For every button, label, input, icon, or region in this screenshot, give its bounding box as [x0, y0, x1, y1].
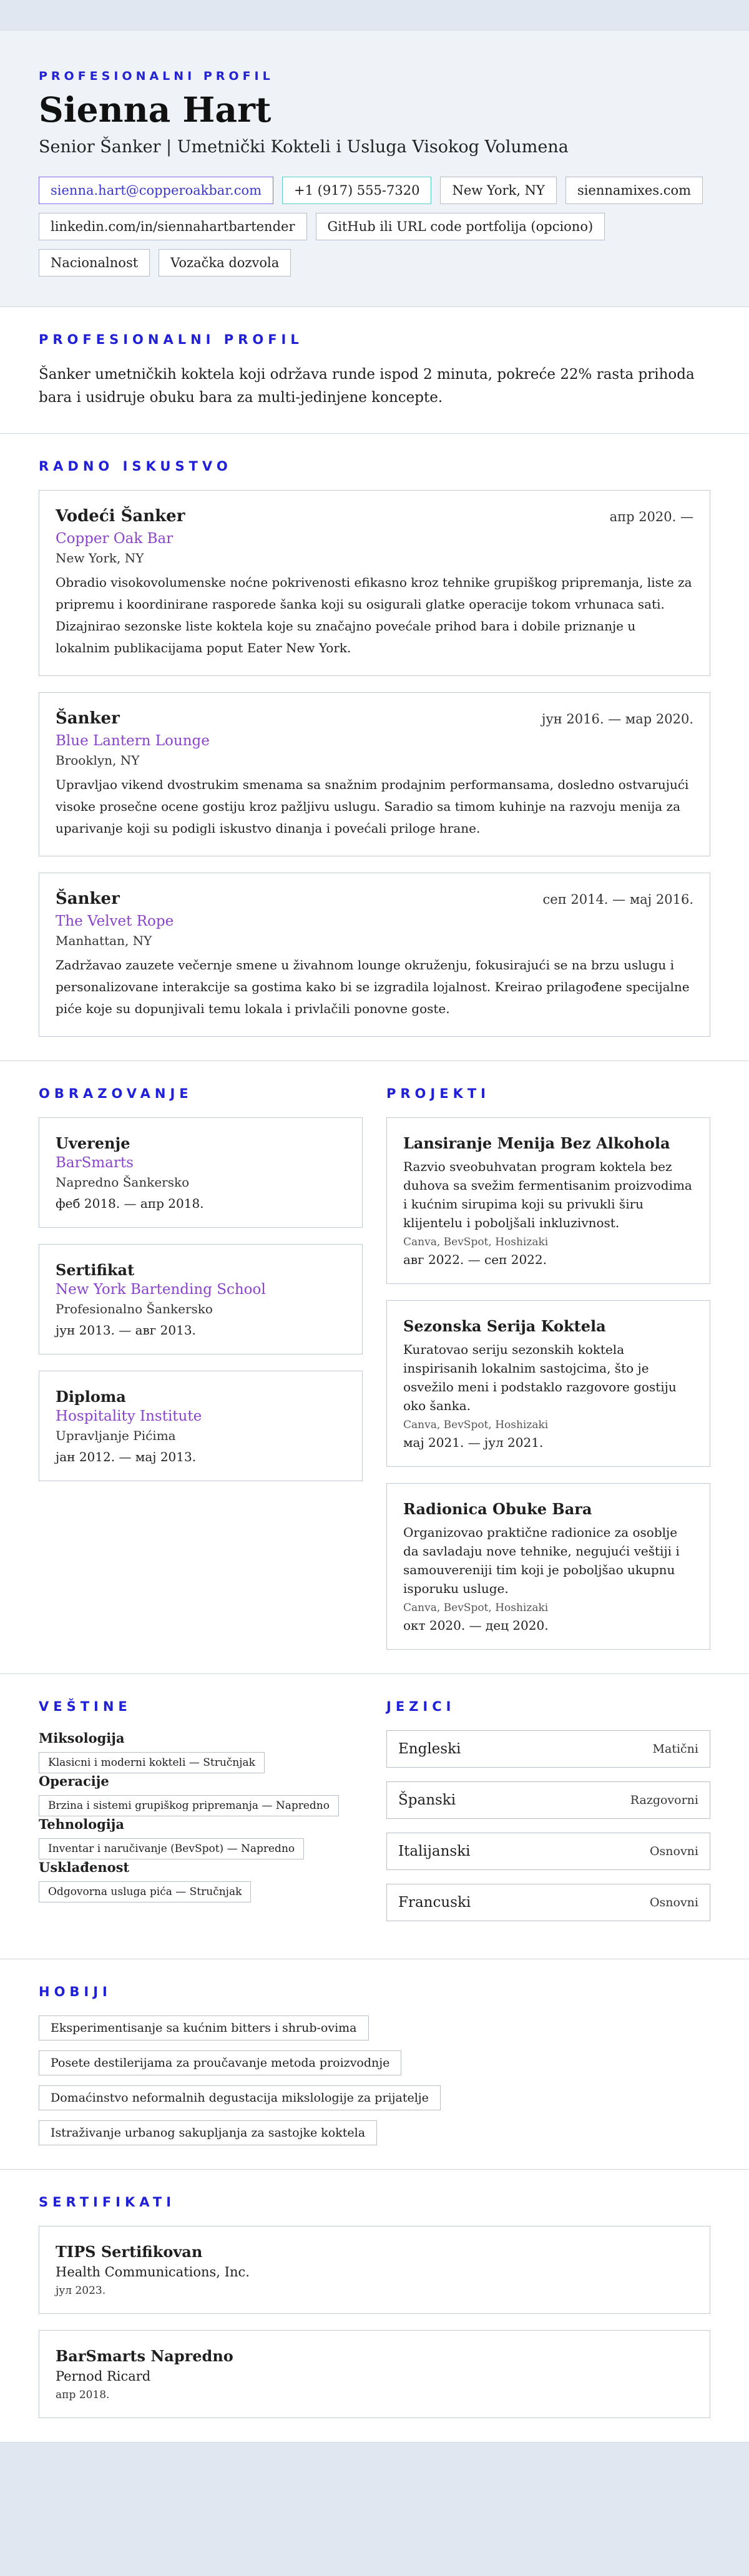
education-degree: Diploma: [56, 1388, 126, 1406]
education-dates: феб 2018. — апр 2018.: [56, 1196, 204, 1211]
certificate-name: TIPS Sertifikovan: [56, 2243, 203, 2261]
certificate-date: апр 2018.: [56, 2389, 110, 2401]
job-dates: јун 2016. — мар 2020.: [541, 712, 693, 727]
skill-group: [39, 1859, 363, 1903]
certificate-issuer: Health Communications, Inc.: [56, 2265, 250, 2280]
candidate-name: Sienna Hart: [39, 89, 272, 130]
job-dates: сеп 2014. — мај 2016.: [542, 892, 693, 907]
project-tools: Canva, BevSpot, Hoshizaki: [403, 1419, 549, 1431]
education-title: OBRAZOVANJE: [39, 1086, 193, 1101]
job-title: Vodeći Šanker: [56, 507, 185, 526]
profile-title: PROFESIONALNI PROFIL: [39, 332, 303, 347]
project-card: [386, 1117, 710, 1284]
skill-chip: Inventar i naručivanje (BevSpot) — Napredno: [39, 1838, 304, 1859]
project-title: Lansiranje Menija Bez Alkohola: [403, 1134, 670, 1152]
language-level: Osnovni: [649, 1844, 698, 1858]
language-level: Osnovni: [649, 1896, 698, 1909]
education-school: Hospitality Institute: [56, 1408, 202, 1424]
skill-category: Operacije: [39, 1773, 109, 1789]
skill-category: Miksologija: [39, 1730, 125, 1746]
project-dates: мај 2021. — јул 2021.: [403, 1435, 544, 1450]
certificate-issuer: Pernod Ricard: [56, 2369, 151, 2384]
hobby-chip: Istraživanje urbanog sakupljanja za sastojke koktela: [39, 2120, 377, 2145]
job-dates: апр 2020. —: [609, 509, 693, 524]
education-field: Napredno Šankersko: [56, 1175, 190, 1190]
skill-group: [39, 1816, 363, 1859]
project-description: Kuratovao seriju sezonskih koktela inspirisanih lokalnim sastojcima, što je osvežilo meni i podstaklo razgovore gostiju oko šanka.: [403, 1342, 677, 1413]
hobby-chip: Posete destilerijama za proučavanje metoda proizvodnje: [39, 2050, 401, 2075]
education-degree: Sertifikat: [56, 1261, 135, 1279]
education-school: BarSmarts: [56, 1155, 134, 1171]
skills-column: [39, 1699, 363, 1935]
education-card: [39, 1117, 363, 1228]
job-company: Copper Oak Bar: [56, 531, 174, 547]
language-row: [386, 1781, 710, 1819]
job-description: Obradio visokovolumenske noćne pokrivenosti efikasno kroz tehnike grupiškog pripremanja, liste za pripremu i koordinirane rasporede šanka koji su osigurali glatke operacije tokom vrhunaca sati. Dizajnirao sezonske liste koktela koje su značajno povećale prihod bara i dobile priznanje u lokalnim publikacijama poput Eater New York.: [56, 575, 692, 655]
language-name: Španski: [398, 1792, 456, 1808]
resume-page: [0, 30, 749, 2442]
email-link[interactable]: sienna.hart@copperoakbar.com: [39, 177, 273, 204]
education-column: [39, 1086, 363, 1650]
education-dates: јан 2012. — мај 2013.: [56, 1449, 197, 1464]
skills-title: VEŠTINE: [39, 1699, 132, 1714]
hobbies-section: [0, 1959, 749, 2170]
language-row: [386, 1833, 710, 1870]
phone-link[interactable]: +1 (917) 555-7320: [282, 177, 431, 204]
education-dates: јун 2013. — авг 2013.: [56, 1323, 196, 1338]
project-tools: Canva, BevSpot, Hoshizaki: [403, 1602, 549, 1614]
skill-chip: Brzina i sistemi grupiškog pripremanja — Napredno: [39, 1795, 339, 1816]
certificate-date: јул 2023.: [56, 2285, 106, 2297]
skill-category: Tehnologija: [39, 1816, 124, 1832]
project-title: Sezonska Serija Koktela: [403, 1317, 606, 1335]
job-card: [39, 692, 710, 856]
job-title: Šanker: [56, 889, 120, 908]
certificates-title: SERTIFIKATI: [39, 2195, 176, 2210]
skill-category: Usklađenost: [39, 1859, 130, 1875]
project-title: Radionica Obuke Bara: [403, 1500, 592, 1518]
experience-section: [0, 434, 749, 1061]
certificates-section: [0, 2170, 749, 2442]
skill-chip: Odgovorna usluga pića — Stručnjak: [39, 1881, 251, 1903]
experience-title: RADNO ISKUSTVO: [39, 459, 232, 474]
language-level: Razgovorni: [630, 1793, 698, 1807]
skill-group: [39, 1773, 363, 1816]
language-level: Matični: [652, 1742, 698, 1756]
languages-title: JEZICI: [386, 1699, 456, 1714]
job-company: The Velvet Rope: [56, 913, 174, 929]
education-projects-section: [0, 1061, 749, 1674]
skill-group: [39, 1730, 363, 1773]
certificate-card: [39, 2226, 710, 2314]
candidate-headline: Senior Šanker | Umetnički Kokteli i Usluga Visokog Volumena: [39, 137, 569, 157]
project-card: [386, 1300, 710, 1467]
projects-column: [386, 1086, 710, 1650]
language-name: Francuski: [398, 1894, 471, 1911]
job-card: [39, 873, 710, 1037]
hobbies-title: HOBIJI: [39, 1984, 112, 1999]
languages-column: [386, 1699, 710, 1935]
language-name: Engleski: [398, 1741, 461, 1757]
education-degree: Uverenje: [56, 1134, 130, 1152]
education-field: Profesionalno Šankersko: [56, 1301, 213, 1316]
hobby-chip: Domaćinstvo neformalnih degustacija mikslologije za prijatelje: [39, 2085, 441, 2110]
language-row: [386, 1730, 710, 1768]
location-chip: New York, NY: [440, 177, 557, 204]
linkedin-link[interactable]: linkedin.com/in/siennahartbartender: [39, 213, 307, 240]
language-row: [386, 1884, 710, 1921]
project-description: Razvio sveobuhvatan program koktela bez duhova sa svežim fermentisanim proizvodima i kućnim sirupima koji su privukli širu klijentelu i poboljšali inkluzivnost.: [403, 1159, 692, 1230]
language-name: Italijanski: [398, 1843, 471, 1859]
skill-chip: Klasicni i moderni kokteli — Stručnjak: [39, 1752, 265, 1773]
job-title: Šanker: [56, 709, 120, 728]
projects-title: PROJEKTI: [386, 1086, 490, 1101]
certificate-card: [39, 2330, 710, 2418]
project-dates: авг 2022. — сеп 2022.: [403, 1252, 547, 1267]
skills-languages-section: [0, 1674, 749, 1959]
profile-section: [0, 307, 749, 434]
project-dates: окт 2020. — дец 2020.: [403, 1618, 549, 1633]
job-card: [39, 490, 710, 676]
contact-chips: [39, 177, 713, 277]
project-description: Organizovao praktične radionice za osoblje da savladaju nove tehnike, negujući veštiji i samouvereniji tim koji je poboljšao ukupnu isporuku usluge.: [403, 1525, 680, 1596]
job-location: New York, NY: [56, 551, 144, 566]
education-card: [39, 1371, 363, 1481]
education-card: [39, 1244, 363, 1354]
certificate-name: BarSmarts Napredno: [56, 2347, 233, 2365]
education-field: Upravljanje Pićima: [56, 1428, 176, 1443]
license-chip: Vozačka dozvola: [159, 249, 291, 277]
job-description: Upravljao vikend dvostrukim smenama sa snažnim prodajnim performansama, dosledno ostvarujući visoke prosečne ocene gostiju kroz pažljivu uslugu. Saradio sa timom kuhinje na razvoju menija za uparivanje koji su podigli iskustvo dinanja i povećali priloge hrane.: [56, 777, 689, 836]
job-location: Brooklyn, NY: [56, 753, 140, 768]
project-tools: Canva, BevSpot, Hoshizaki: [403, 1236, 549, 1248]
profile-summary: Šanker umetničkih koktela koji održava runde ispod 2 minuta, pokreće 22% rasta prihoda bara i usidruje obuku bara za multi-jedinjene koncepte.: [39, 366, 695, 406]
education-school: New York Bartending School: [56, 1281, 266, 1298]
nationality-chip: Nacionalnost: [39, 249, 150, 277]
job-location: Manhattan, NY: [56, 933, 152, 948]
github-link[interactable]: GitHub ili URL code portfolija (opciono): [316, 213, 605, 240]
website-link[interactable]: siennamixes.com: [565, 177, 703, 204]
job-company: Blue Lantern Lounge: [56, 733, 210, 749]
header-eyebrow: PROFESIONALNI PROFIL: [39, 69, 274, 83]
hobby-chip: Eksperimentisanje sa kućnim bitters i shrub-ovima: [39, 2015, 369, 2040]
project-card: [386, 1483, 710, 1650]
job-description: Zadržavao zauzete večernje smene u živahnom lounge okruženju, fokusirajući se na brzu uslugu i personalizovane interakcije sa gostima kako bi se izgradila lojalnost. Kreirao prilagođene specijalne piće koje su dopunjivali temu lokala i privlačili ponovne goste.: [56, 957, 690, 1016]
resume-header: [0, 31, 749, 307]
